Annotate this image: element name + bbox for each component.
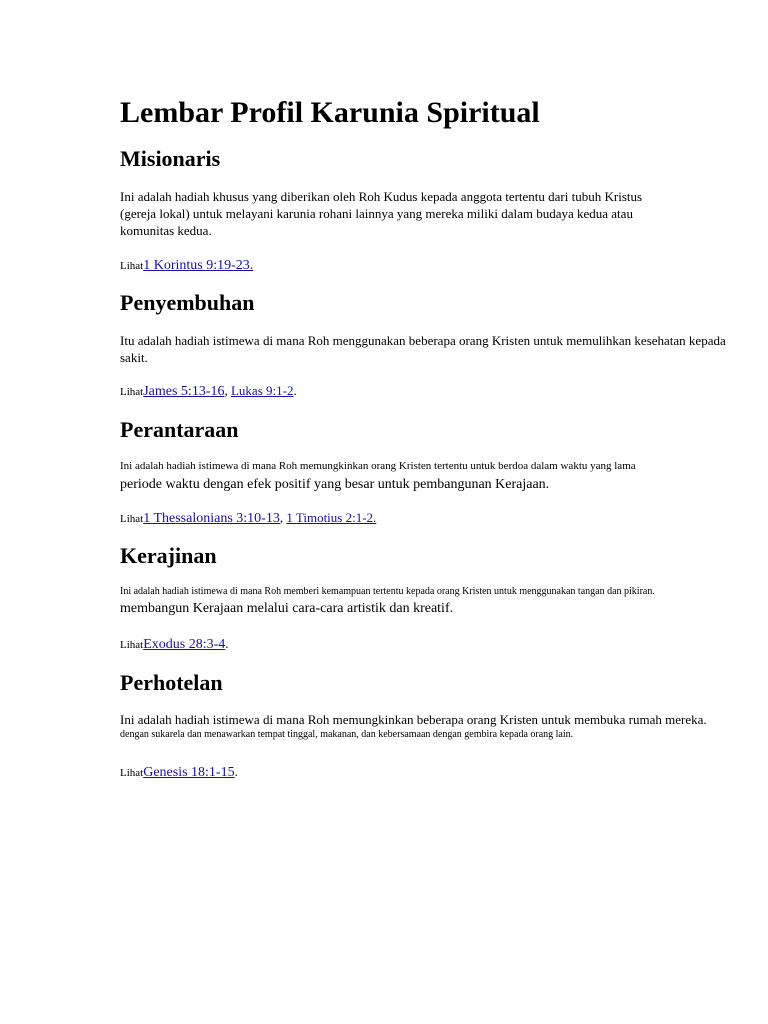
scripture-link-james[interactable]: James 5:13-16 [143,384,225,399]
section-heading-perantaraan: Perantaraan [120,417,239,442]
description-line: Itu adalah hadiah istimewa di mana Roh menggunakan beberapa orang Kristen untuk memulihkan kesehatan kepada [120,333,726,348]
description-line: Ini adalah hadiah khusus yang diberikan oleh Roh Kudus kepada anggota tertentu dari tubuh Kristus [120,189,643,204]
ref-separator: , [224,383,231,398]
ref-end: . [234,764,238,779]
ref-end: . [225,636,229,651]
ref-end: . [293,383,297,398]
see-label: Lihat [120,513,144,525]
section-heading-perhotelan: Perhotelan [120,670,223,695]
ref-separator: , [279,510,287,525]
see-also-penyembuhan [120,382,297,401]
see-label: Lihat [120,639,144,651]
section-description-misionaris [120,188,740,239]
see-also-perhotelan [120,763,238,782]
section-heading-kerajinan: Kerajinan [120,543,217,568]
description-line: (gereja lokal) untuk melayani karunia rohani lainnya yang mereka miliki dalam budaya kedua atau [120,206,633,221]
see-also-kerajinan [120,635,229,654]
see-label: Lihat [120,767,144,779]
section-heading-misionaris: Misionaris [120,146,221,171]
see-also-misionaris [120,256,253,275]
section-description-penyembuhan [120,332,740,366]
scripture-link-exodus[interactable]: Exodus 28:3-4 [143,637,226,652]
description-line: Ini adalah hadiah istimewa di mana Roh memungkinkan beberapa orang Kristen untuk membuka rumah mereka. [120,712,707,727]
scripture-link-genesis[interactable]: Genesis 18:1-15 [143,765,235,780]
description-line: Ini adalah hadiah istimewa di mana Roh memberi kemampuan tertentu kepada orang Kristen untuk menggunakan tangan dan pikiran. [120,586,655,597]
description-line: membangun Kerajaan melalui cara-cara artistik dan kreatif. [120,601,454,616]
description-line: periode waktu dengan efek positif yang besar untuk pembangunan Kerajaan. [120,477,550,492]
section-description-kerajinan [120,585,740,619]
see-also-perantaraan [120,509,376,528]
section-heading-penyembuhan: Penyembuhan [120,290,255,315]
description-line: sakit. [120,350,148,365]
see-label: Lihat [120,260,144,272]
scripture-link-1-timotius[interactable]: 1 Timotius 2:1-2. [286,510,377,525]
see-label: Lihat [120,386,144,398]
section-description-perhotelan [120,711,740,742]
description-line: komunitas kedua. [120,223,212,238]
description-line: dengan sukarela dan menawarkan tempat tinggal, makanan, dan kebersamaan dengan gembira kepada orang lain. [120,729,574,740]
scripture-link-1-korintus[interactable]: 1 Korintus 9:19-23. [143,258,254,273]
description-line: Ini adalah hadiah istimewa di mana Roh memungkinkan orang Kristen tertentu untuk berdoa dalam waktu yang lama [120,460,636,472]
scripture-link-lukas[interactable]: Lukas 9:1-2 [230,383,294,398]
page-title: Lembar Profil Karunia Spiritual [120,96,540,129]
scripture-link-1-thessalonians[interactable]: 1 Thessalonians 3:10-13 [143,511,280,526]
section-description-perantaraan [120,458,740,494]
